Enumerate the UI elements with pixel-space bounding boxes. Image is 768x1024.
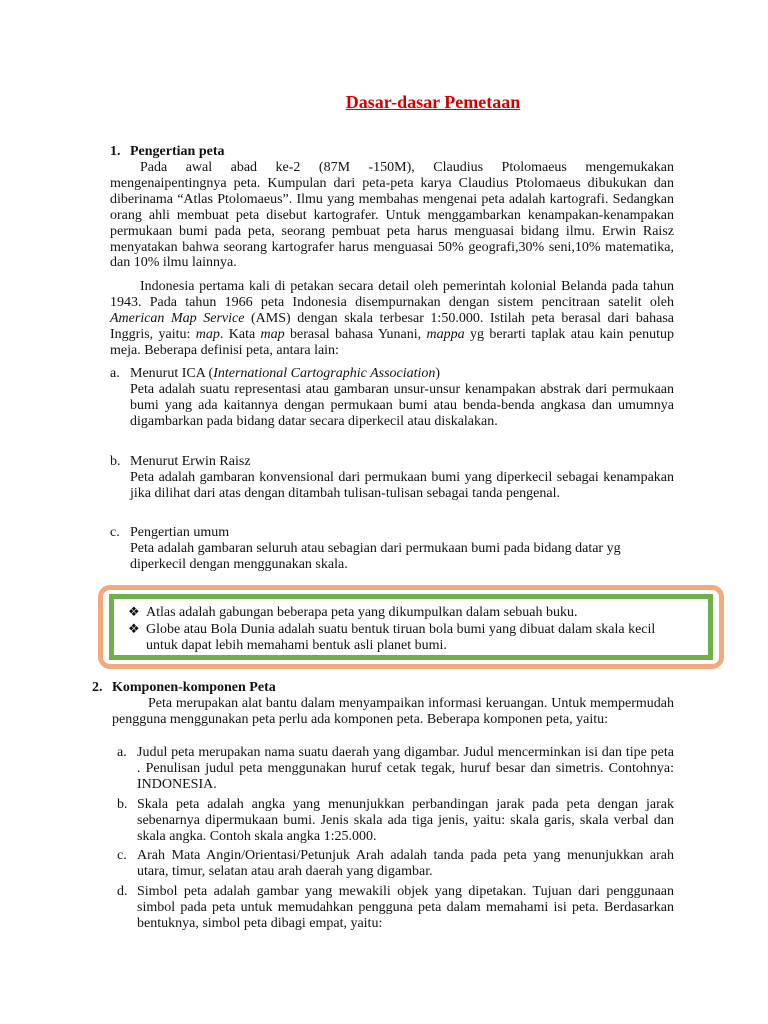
comp-a-text: Judul peta merupakan nama suatu daerah yang digambar. Judul mencerminkan isi dan tipe peta . Penulisan judul peta menggunakan huruf cetak tegak, huruf besar dan simetris. Contohnya: INDONESIA. (137, 745, 674, 792)
para2-italic-mappa: mappa (426, 326, 465, 342)
comp-c-text: Arah Mata Angin/Orientasi/Petunjuk Arah adalah tanda pada peta yang menunjukkan arah utara, timur, selatan atau arah daerah yang digambar. (137, 848, 674, 879)
section-2-heading (92, 680, 276, 696)
section-1-paragraph-1: Pada awal abad ke-2 (87M -150M), Claudius Ptolomaeus mengemukakan mengenaipentingnya peta. Kumpulan dari peta-peta karya Claudius Ptolomaeus dibukukan dan diberinama “Atlas Ptolomaeus”. Ilmu yang membahas mengenai peta adalah kartografi. Sedangkan orang ahli membuat peta disebut kartografer. Untuk menggambarkan kenampakan-kenampakan permukaan bumi pada peta, seorang pembuat peta harus menguasai bidang ilmu. Erwin Raisz menyatakan bahwa seorang kartografer harus menguasai 50% geografi,30% seni,10% matematika, dan 10% ilmu lainnya. (110, 160, 674, 271)
item-a-heading-text-1: Menurut ICA ( (130, 366, 214, 381)
component-item-a (117, 745, 674, 793)
diamond-bullet-icon: ❖ (128, 605, 140, 620)
para2-italic-ams: American Map Service (110, 310, 245, 326)
para2-text-1: Indonesia pertama kali di petakan secara detail oleh pemerintah kolonial Belanda pada tahun 1943. Pada tahun 1966 peta Indonesia disempurnakan dengan sistem pencitraan satelit oleh (110, 279, 674, 310)
item-a-heading-italic: International Cartographic Association (213, 366, 436, 381)
section-1-title: Pengertian peta (130, 144, 225, 159)
para2-text-2: (AMS) dengan skala terbesar 1:50.000. Istilah peta berasal dari bahasa Inggris, yaitu: (110, 310, 674, 342)
item-c-body: Peta adalah gambaran seluruh atau sebagian dari permukaan bumi pada bidang datar yg diperkecil dengan menggunakan skala. (130, 540, 621, 572)
section-2-title: Komponen-komponen Peta (112, 680, 276, 695)
item-a-heading (110, 366, 674, 382)
diamond-bullet-icon: ❖ (128, 622, 140, 637)
para2-text-4: berasal bahasa Yunani, (284, 326, 427, 342)
para2-italic-map-1: map (195, 326, 220, 342)
item-b-body: Peta adalah gambaran konvensional dari permukaan bumi yang diperkecil sebagai kenampakan jika dilihat dari atas dengan ditambah tulisan-tulisan sebagai tanda pengenal. (130, 469, 674, 501)
component-item-b (117, 797, 674, 845)
comp-c-marker: c. (117, 848, 127, 863)
comp-d-marker: d. (117, 884, 128, 899)
callout-bullet-2-text: Globe atau Bola Dunia adalah suatu bentuk tiruan bola bumi yang dibuat dalam skala kecil untuk dapat lebih memahami bentuk asli planet bumi. (146, 622, 656, 653)
definition-item-b (110, 454, 674, 502)
callout-bullet-1-text: Atlas adalah gabungan beberapa peta yang dikumpulkan dalam sebuah buku. (146, 605, 578, 620)
item-b-marker: b. (110, 454, 121, 469)
comp-b-text: Skala peta adalah angka yang menunjukkan perbandingan jarak pada peta dengan jarak sebenarnya dipermukaan bumi. Jenis skala ada tiga jenis, yaitu: skala garis, skala verbal dan skala angka. Contoh skala angka 1:25.000. (137, 797, 674, 844)
section-2-paragraph-1: Peta merupakan alat bantu dalam menyampaikan informasi keruangan. Untuk mempermudah pengguna menggunakan peta perlu ada komponen peta. Beberapa komponen peta, yaitu: (112, 696, 674, 727)
section-1-paragraph-2 (110, 279, 674, 359)
item-a-body: Peta adalah suatu representasi atau gambaran unsur-unsur kenampakan abstrak dari permukaan bumi yang ada kaitannya dengan permukaan bumi atau benda-benda angkasa dan umumnya digambarkan pada bidang datar secara diperkecil atau diskalakan. (130, 381, 674, 429)
item-c-heading: Pengertian umum (130, 525, 230, 540)
item-a-heading-text-2: ) (435, 366, 441, 381)
definition-item-c (110, 525, 674, 573)
para2-text-5: yg berarti taplak atau kain penutup meja. Beberapa definisi peta, antara lain: (110, 326, 675, 358)
para2-text-3: . Kata (219, 326, 261, 342)
para2-italic-map-2: map (260, 326, 285, 342)
section-1-heading (110, 144, 224, 160)
section-2-number: 2. (92, 680, 103, 695)
comp-b-marker: b. (117, 797, 128, 812)
section-1-number: 1. (110, 144, 121, 159)
comp-d-text: Simbol peta adalah gambar yang mewakili objek yang dipetakan. Tujuan dari penggunaan simbol pada peta untuk memudahkan pengguna peta dalam memahami isi peta. Berdasarkan bentuknya, simbol peta dibagi empat, yaitu: (137, 884, 674, 931)
callout-bullet-1 (128, 605, 684, 621)
component-item-c (117, 848, 674, 880)
item-c-marker: c. (110, 525, 120, 540)
callout-bullet-2 (128, 622, 684, 654)
page-title: Dasar-dasar Pemetaan (345, 92, 521, 112)
component-item-d (117, 884, 674, 932)
item-b-heading: Menurut Erwin Raisz (130, 454, 251, 469)
definition-item-a (110, 366, 674, 430)
item-a-marker: a. (110, 366, 120, 381)
comp-a-marker: a. (117, 745, 127, 760)
